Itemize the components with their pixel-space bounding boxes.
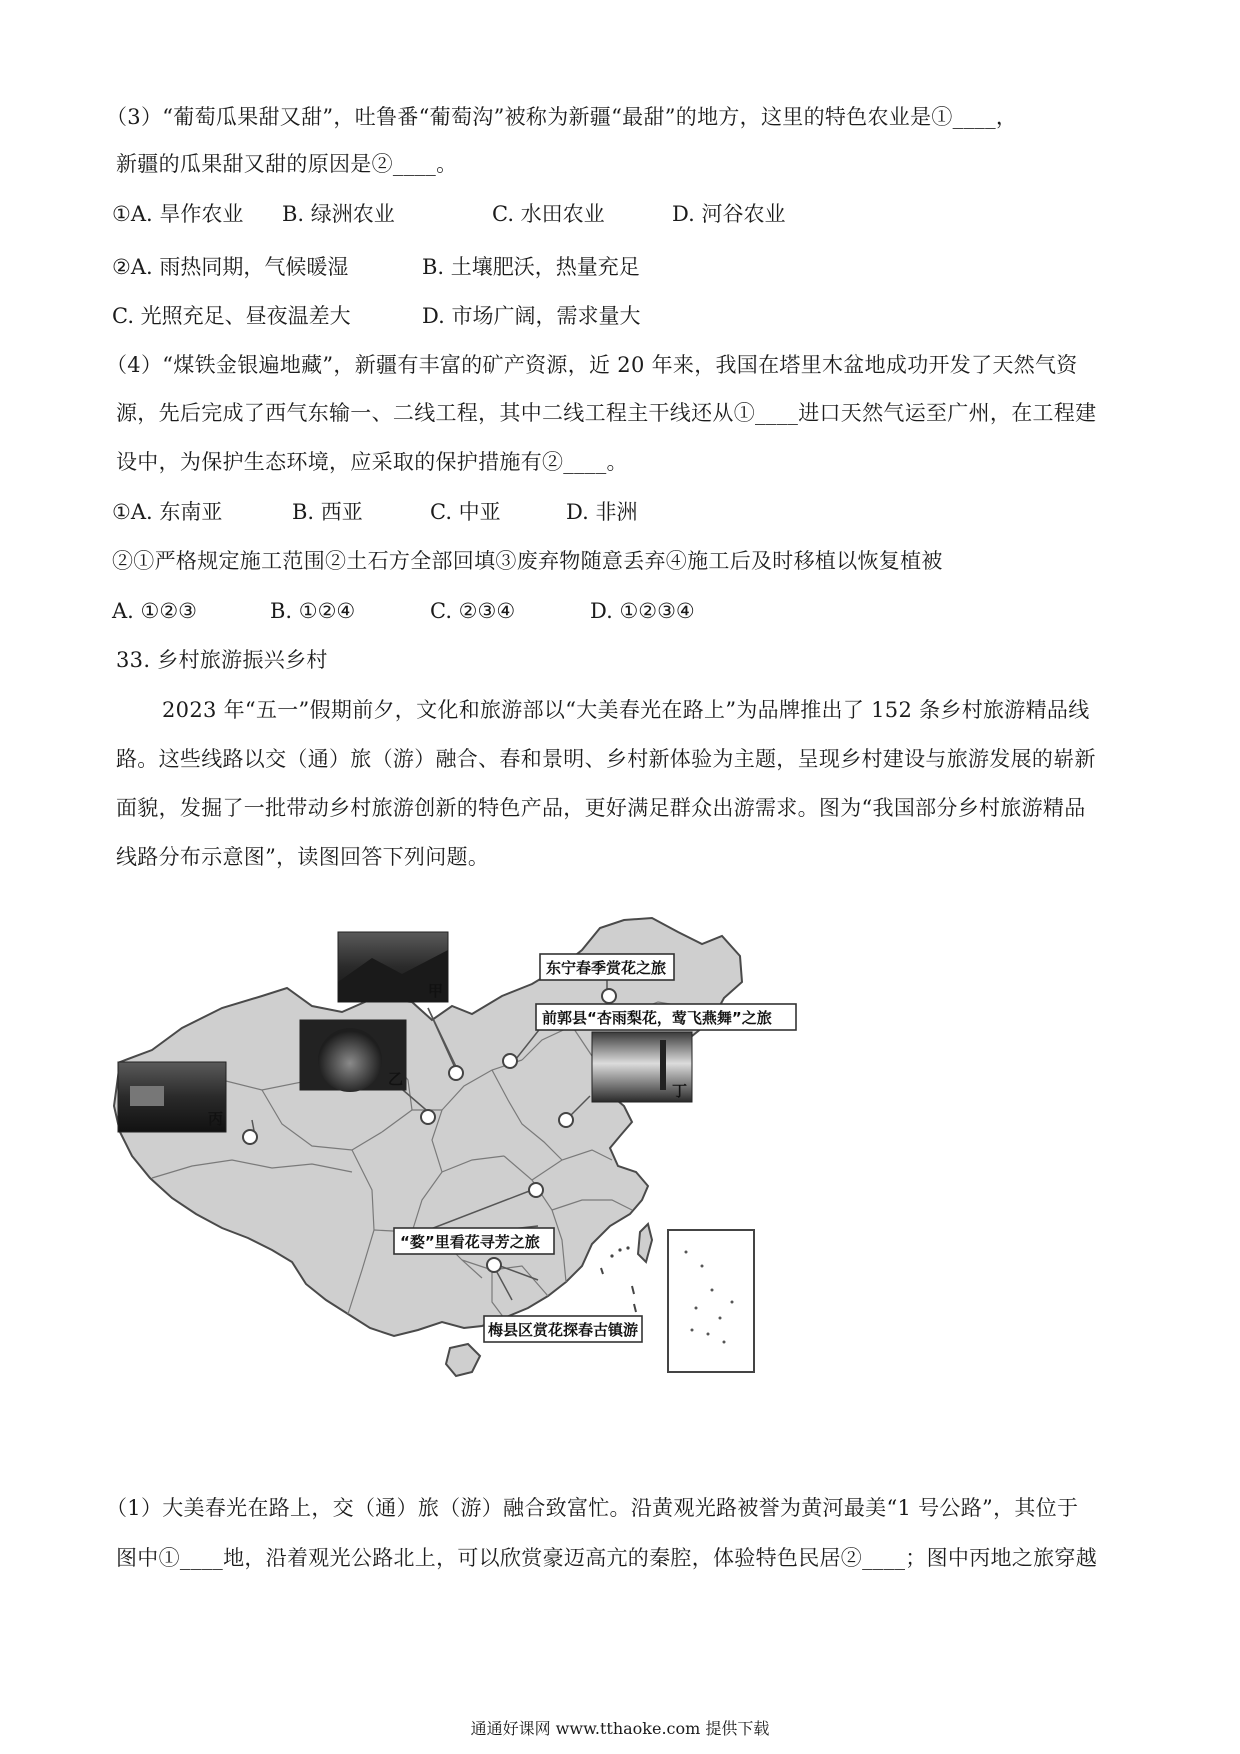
q4-option-a1: ①A. 东南亚 — [112, 500, 223, 524]
photo-ding — [592, 1032, 692, 1102]
q3-option-d2: D. 市场广阔，需求量大 — [422, 304, 641, 328]
q4-option-c1: C. 中亚 — [430, 500, 501, 524]
svg-text:“婺”里看花寻芳之旅: “婺”里看花寻芳之旅 — [400, 1233, 540, 1251]
q4-option-b1: B. 西亚 — [292, 500, 363, 524]
q33-para4: 线路分布示意图”，读图回答下列问题。 — [116, 845, 490, 869]
route-label-dongning — [540, 954, 674, 980]
q4-measures: ②①严格规定施工范围②土石方全部回填③废弃物随意丢弃④施工后及时移植以恢复植被 — [112, 549, 943, 573]
taiwan-island — [638, 1224, 652, 1262]
marker-ding — [559, 1113, 573, 1127]
q3-option-c1: C. 水田农业 — [492, 202, 605, 226]
photo-yi — [300, 1020, 406, 1092]
q3-option-b1: B. 绿洲农业 — [282, 202, 395, 226]
east-sea-dashes — [601, 1268, 636, 1312]
svg-text:东宁春季赏花之旅: 东宁春季赏花之旅 — [546, 959, 667, 977]
route-label-meixian — [484, 1316, 642, 1342]
svg-text:丁: 丁 — [672, 1082, 688, 1100]
q33-heading: 33. 乡村旅游振兴乡村 — [116, 648, 328, 672]
marker-meixian — [487, 1258, 501, 1272]
q4-line3: 设中，为保护生态环境，应采取的保护措施有②____。 — [116, 450, 628, 474]
q3-option-d1: D. 河谷农业 — [672, 202, 786, 226]
hainan-island — [446, 1344, 480, 1376]
q4-option-b2: B. ①②④ — [270, 599, 356, 623]
q3-line1: （3）“葡萄瓜果甜又甜”，吐鲁番“葡萄沟”被称为新疆“最甜”的地方，这里的特色农业是①____， — [106, 105, 1018, 129]
q33-para3: 面貌，发掘了一批带动乡村旅游创新的特色产品，更好满足群众出游需求。图为“我国部分乡村旅游精品 — [116, 796, 1086, 820]
q4-line2: 源，先后完成了西气东输一、二线工程，其中二线工程主干线还从①____进口天然气运至广州，在工程建 — [116, 401, 1097, 425]
marker-bing — [243, 1130, 257, 1144]
svg-text:乙: 乙 — [388, 1070, 404, 1088]
svg-text:甲: 甲 — [428, 982, 444, 1000]
route-label-wu — [394, 1228, 554, 1254]
q4-option-d2: D. ①②③④ — [590, 599, 695, 623]
q4-option-a2: A. ①②③ — [112, 599, 197, 623]
china-map-svg — [112, 910, 950, 1438]
q33-1-line2: 图中①____地，沿着观光公路北上，可以欣赏豪迈高亢的秦腔，体验特色民居②____；图中丙地之旅穿越 — [116, 1546, 1097, 1570]
marker-yi — [421, 1110, 435, 1124]
marker-qianguo — [503, 1054, 517, 1068]
q33-para2: 路。这些线路以交（通）旅（游）融合、春和景明、乡村新体验为主题，呈现乡村建设与旅游发展的崭新 — [116, 747, 1096, 771]
marker-jia — [449, 1066, 463, 1080]
photo-jia — [338, 932, 448, 1002]
q33-1-line1: （1）大美春光在路上，交（通）旅（游）融合致富忙。沿黄观光路被誉为黄河最美“1 号公路”，其位于 — [106, 1496, 1079, 1520]
q4-line1: （4）“煤铁金银遍地藏”，新疆有丰富的矿产资源，近 20 年来，我国在塔里木盆地成功开发了天然气资 — [106, 353, 1078, 377]
q3-line2: 新疆的瓜果甜又甜的原因是②____。 — [116, 152, 458, 176]
svg-text:丙: 丙 — [208, 1110, 224, 1128]
svg-text:前郭县“杏雨梨花，莺飞燕舞”之旅: 前郭县“杏雨梨花，莺飞燕舞”之旅 — [542, 1009, 772, 1027]
page-footer: 通通好课网 www.tthaoke.com 提供下载 — [470, 1719, 770, 1738]
q33-para1: 2023 年“五一”假期前夕，文化和旅游部以“大美春光在路上”为品牌推出了 152 条乡村旅游精品线 — [162, 698, 1090, 722]
rural-tourism-map — [112, 910, 950, 1438]
svg-text:梅县区赏花探春古镇游: 梅县区赏花探春古镇游 — [488, 1321, 639, 1339]
q3-option-a1: ①A. 旱作农业 — [112, 202, 244, 226]
q4-option-c2: C. ②③④ — [430, 599, 516, 623]
marker-wu — [529, 1183, 543, 1197]
route-label-qianguo — [536, 1004, 796, 1030]
photo-bing — [118, 1062, 226, 1132]
marker-dongning — [602, 989, 616, 1003]
q3-option-b2: B. 土壤肥沃，热量充足 — [422, 255, 640, 279]
q3-option-c2: C. 光照充足、昼夜温差大 — [112, 304, 351, 328]
south-china-sea-inset — [668, 1230, 754, 1372]
q3-option-a2: ②A. 雨热同期，气候暖湿 — [112, 255, 349, 279]
q4-option-d1: D. 非洲 — [566, 500, 638, 524]
